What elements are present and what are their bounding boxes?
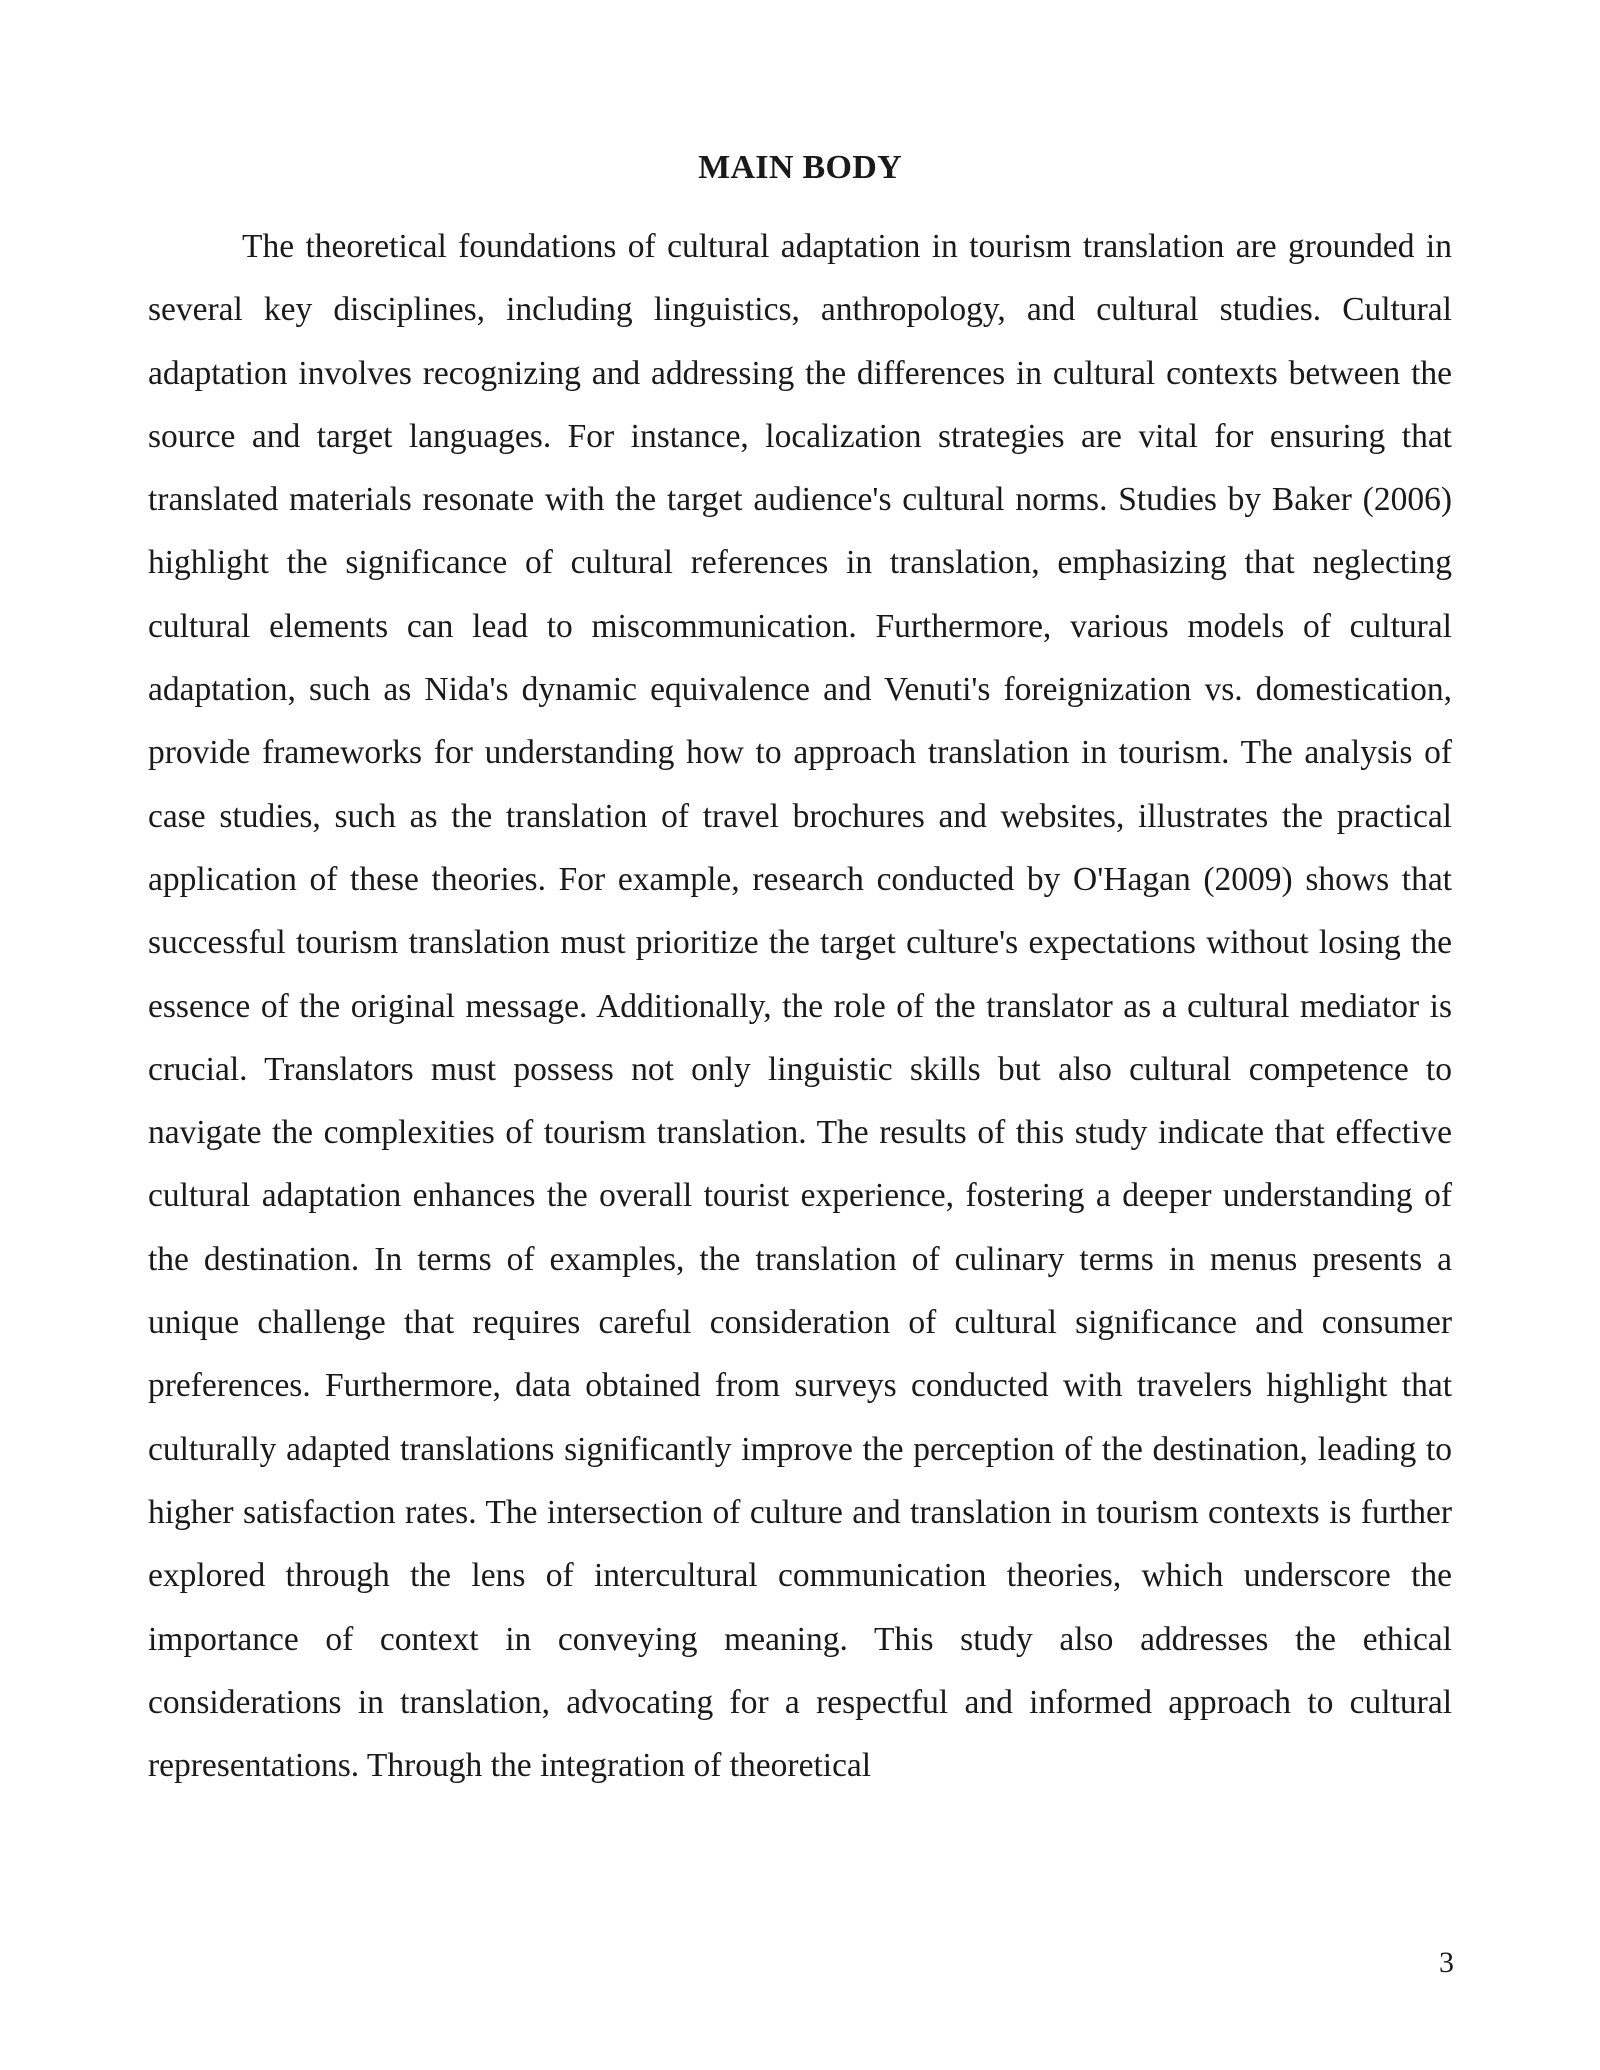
body-paragraph: The theoretical foundations of cultural adaptation in tourism translation are grounded in several key disciplines, including linguistics, anthropology, and cultural studies. Cultural adaptation involves recognizing and addressing the differences in cultural contexts between the source and target languages. For instance, localization strategies are vital for ensuring that translated materials resonate with the target audience's cultural norms. Studies by Baker (2006) highlight the significance of cultural references in translation, emphasizing that neglecting cultural elements can lead to miscommunication. Furthermore, various models of cultural adaptation, such as Nida's dynamic equivalence and Venuti's foreignization vs. domestication, provide frameworks for understanding how to approach translation in tourism. The analysis of case studies, such as the translation of travel brochures and websites, illustrates the practical application of these theories. For example, research conducted by O'Hagan (2009) shows that successful tourism translation must prioritize the target culture's expectations without losing the essence of the original message. Additionally, the role of the translator as a cultural mediator is crucial. Translators must possess not only linguistic skills but also cultural competence to navigate the complexities of tourism translation. The results of this study indicate that effective cultural adaptation enhances the overall tourist experience, fostering a deeper understanding of the destination. In terms of examples, the translation of culinary terms in menus presents a unique challenge that requires careful consideration of cultural significance and consumer preferences. Furthermore, data obtained from surveys conducted with travelers highlight that culturally adapted translations significantly improve the perception of the destination, leading to higher satisfaction rates. The intersection of culture and translation in tourism contexts is further explored through the lens of intercultural communication theories, which underscore the importance of context in conveying meaning. This study also addresses the ethical considerations in translation, advocating for a respectful and informed approach to cultural representations. Through the integration of theoretical: [148, 228, 1452, 1785]
section-heading: MAIN BODY: [698, 149, 902, 186]
page-number: 3: [1439, 1946, 1454, 1979]
